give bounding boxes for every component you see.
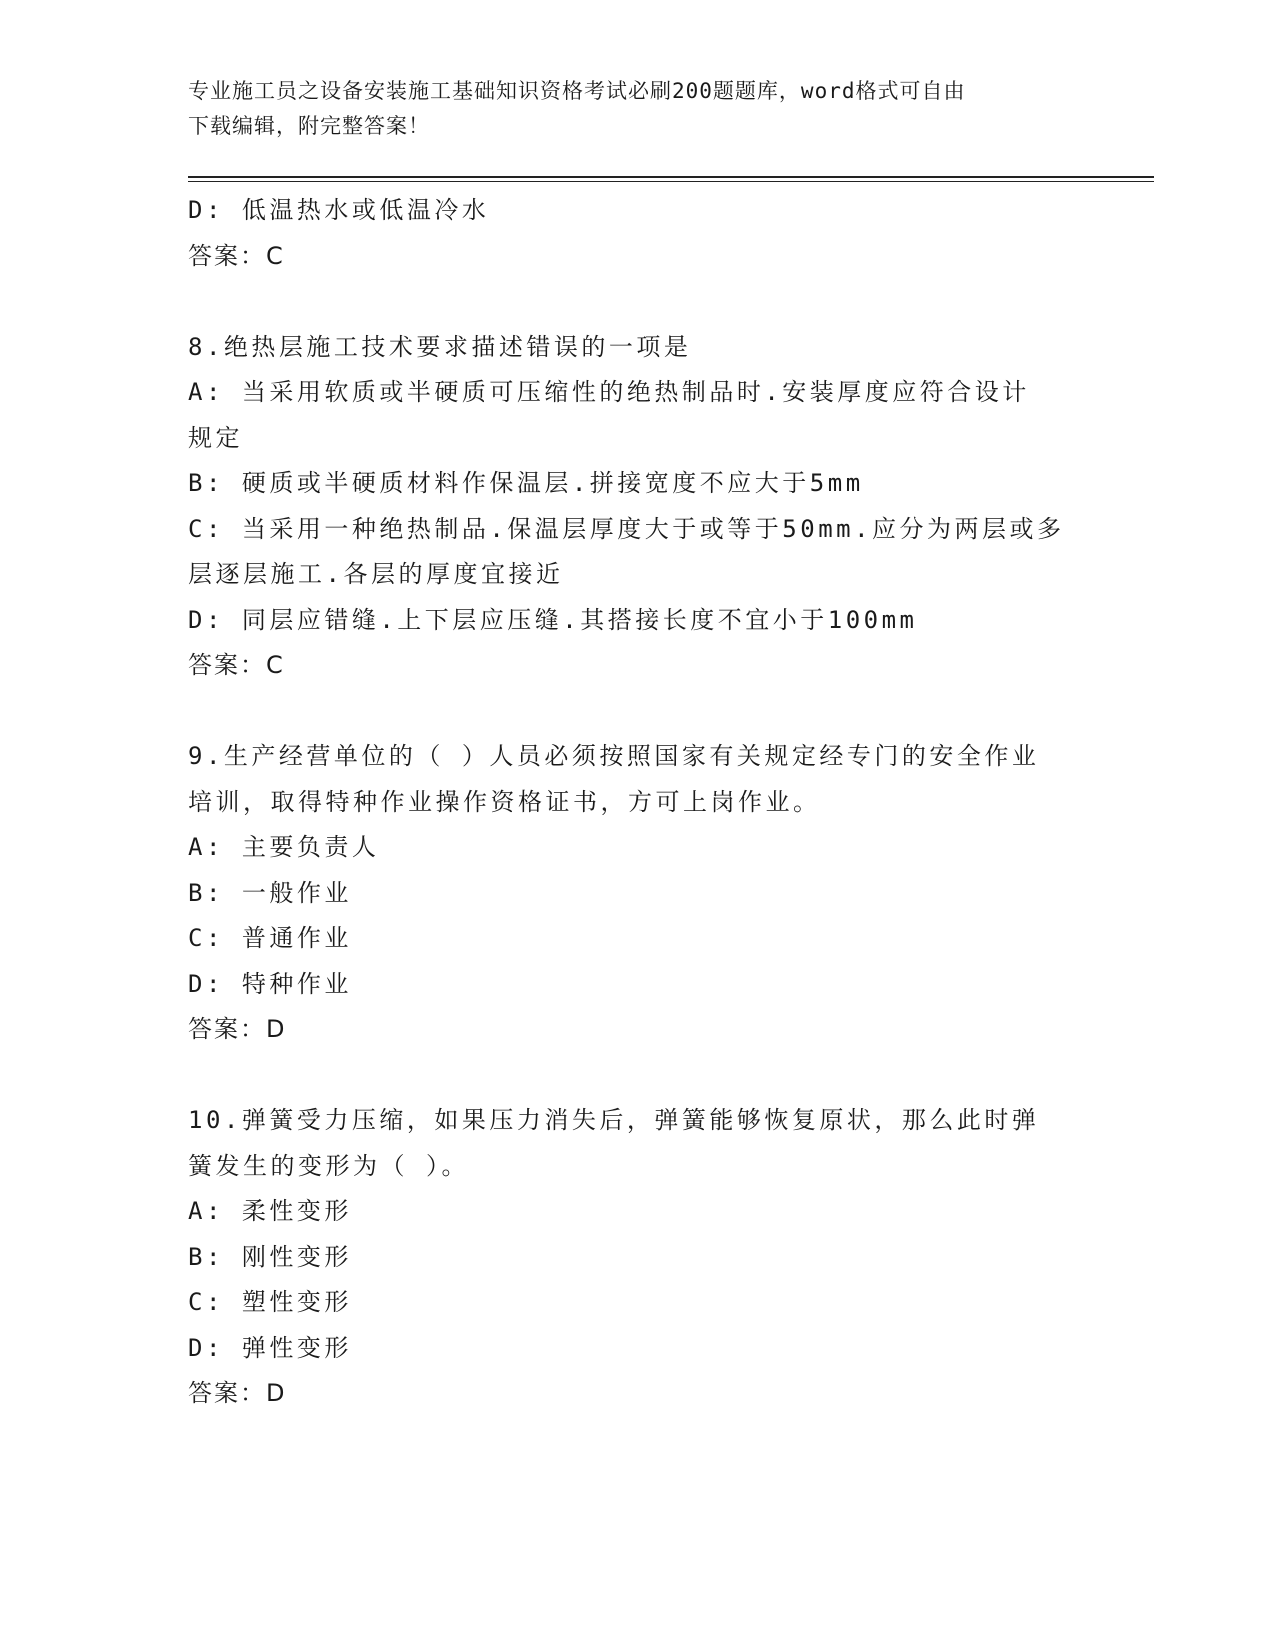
answer: 答案：C xyxy=(188,651,285,679)
header-divider-thin xyxy=(188,181,1154,182)
option-a: A: 主要负责人 xyxy=(188,833,380,861)
header-line-2: 下载编辑，附完整答案！ xyxy=(188,114,430,138)
header-divider-thick xyxy=(188,176,1154,178)
answer: 答案：C xyxy=(188,241,285,270)
option-a-continued: 规定 xyxy=(188,423,243,452)
option-a: A: 当采用软质或半硬质可压缩性的绝热制品时.安装厚度应符合设计 xyxy=(188,378,1030,406)
header-line-1: 专业施工员之设备安装施工基础知识资格考试必刷200题题库，word格式可自由 xyxy=(188,79,966,103)
answer: 答案：D xyxy=(188,1379,287,1407)
option-d: D: 同层应错缝.上下层应压缝.其搭接长度不宜小于100mm xyxy=(188,605,918,634)
page-header xyxy=(188,74,1068,144)
option-b: B: 刚性变形 xyxy=(188,1242,352,1271)
option-c: C: 普通作业 xyxy=(188,924,352,952)
option-c: C: 塑性变形 xyxy=(188,1288,352,1316)
option-d: D: 特种作业 xyxy=(188,969,352,998)
option-d: D: 低温热水或低温冷水 xyxy=(188,196,490,224)
question-10 xyxy=(188,1098,1088,1417)
option-b: B: 一般作业 xyxy=(188,878,352,907)
answer: 答案：D xyxy=(188,1015,287,1043)
question-stem: 8.绝热层施工技术要求描述错误的一项是 xyxy=(188,332,692,361)
option-c-continued: 层逐层施工.各层的厚度宜接近 xyxy=(188,560,564,588)
option-a: A: 柔性变形 xyxy=(188,1197,352,1225)
option-c: C: 当采用一种绝热制品.保温层厚度大于或等于50mm.应分为两层或多 xyxy=(188,514,1065,543)
question-stem-continued: 培训，取得特种作业操作资格证书，方可上岗作业。 xyxy=(188,787,821,816)
question-stem: 10.弹簧受力压缩，如果压力消失后，弹簧能够恢复原状，那么此时弹 xyxy=(188,1106,1040,1134)
question-9 xyxy=(188,734,1088,1053)
question-8 xyxy=(188,325,1088,689)
option-b: B: 硬质或半硬质材料作保温层.拼接宽度不应大于5mm xyxy=(188,469,864,497)
question-stem: 9.生产经营单位的（ ）人员必须按照国家有关规定经专门的安全作业 xyxy=(188,742,1040,770)
option-d: D: 弹性变形 xyxy=(188,1333,352,1362)
question-stem-continued: 簧发生的变形为（ ）。 xyxy=(188,1151,469,1180)
question-list xyxy=(188,188,1088,1417)
question-7-tail xyxy=(188,188,1088,279)
